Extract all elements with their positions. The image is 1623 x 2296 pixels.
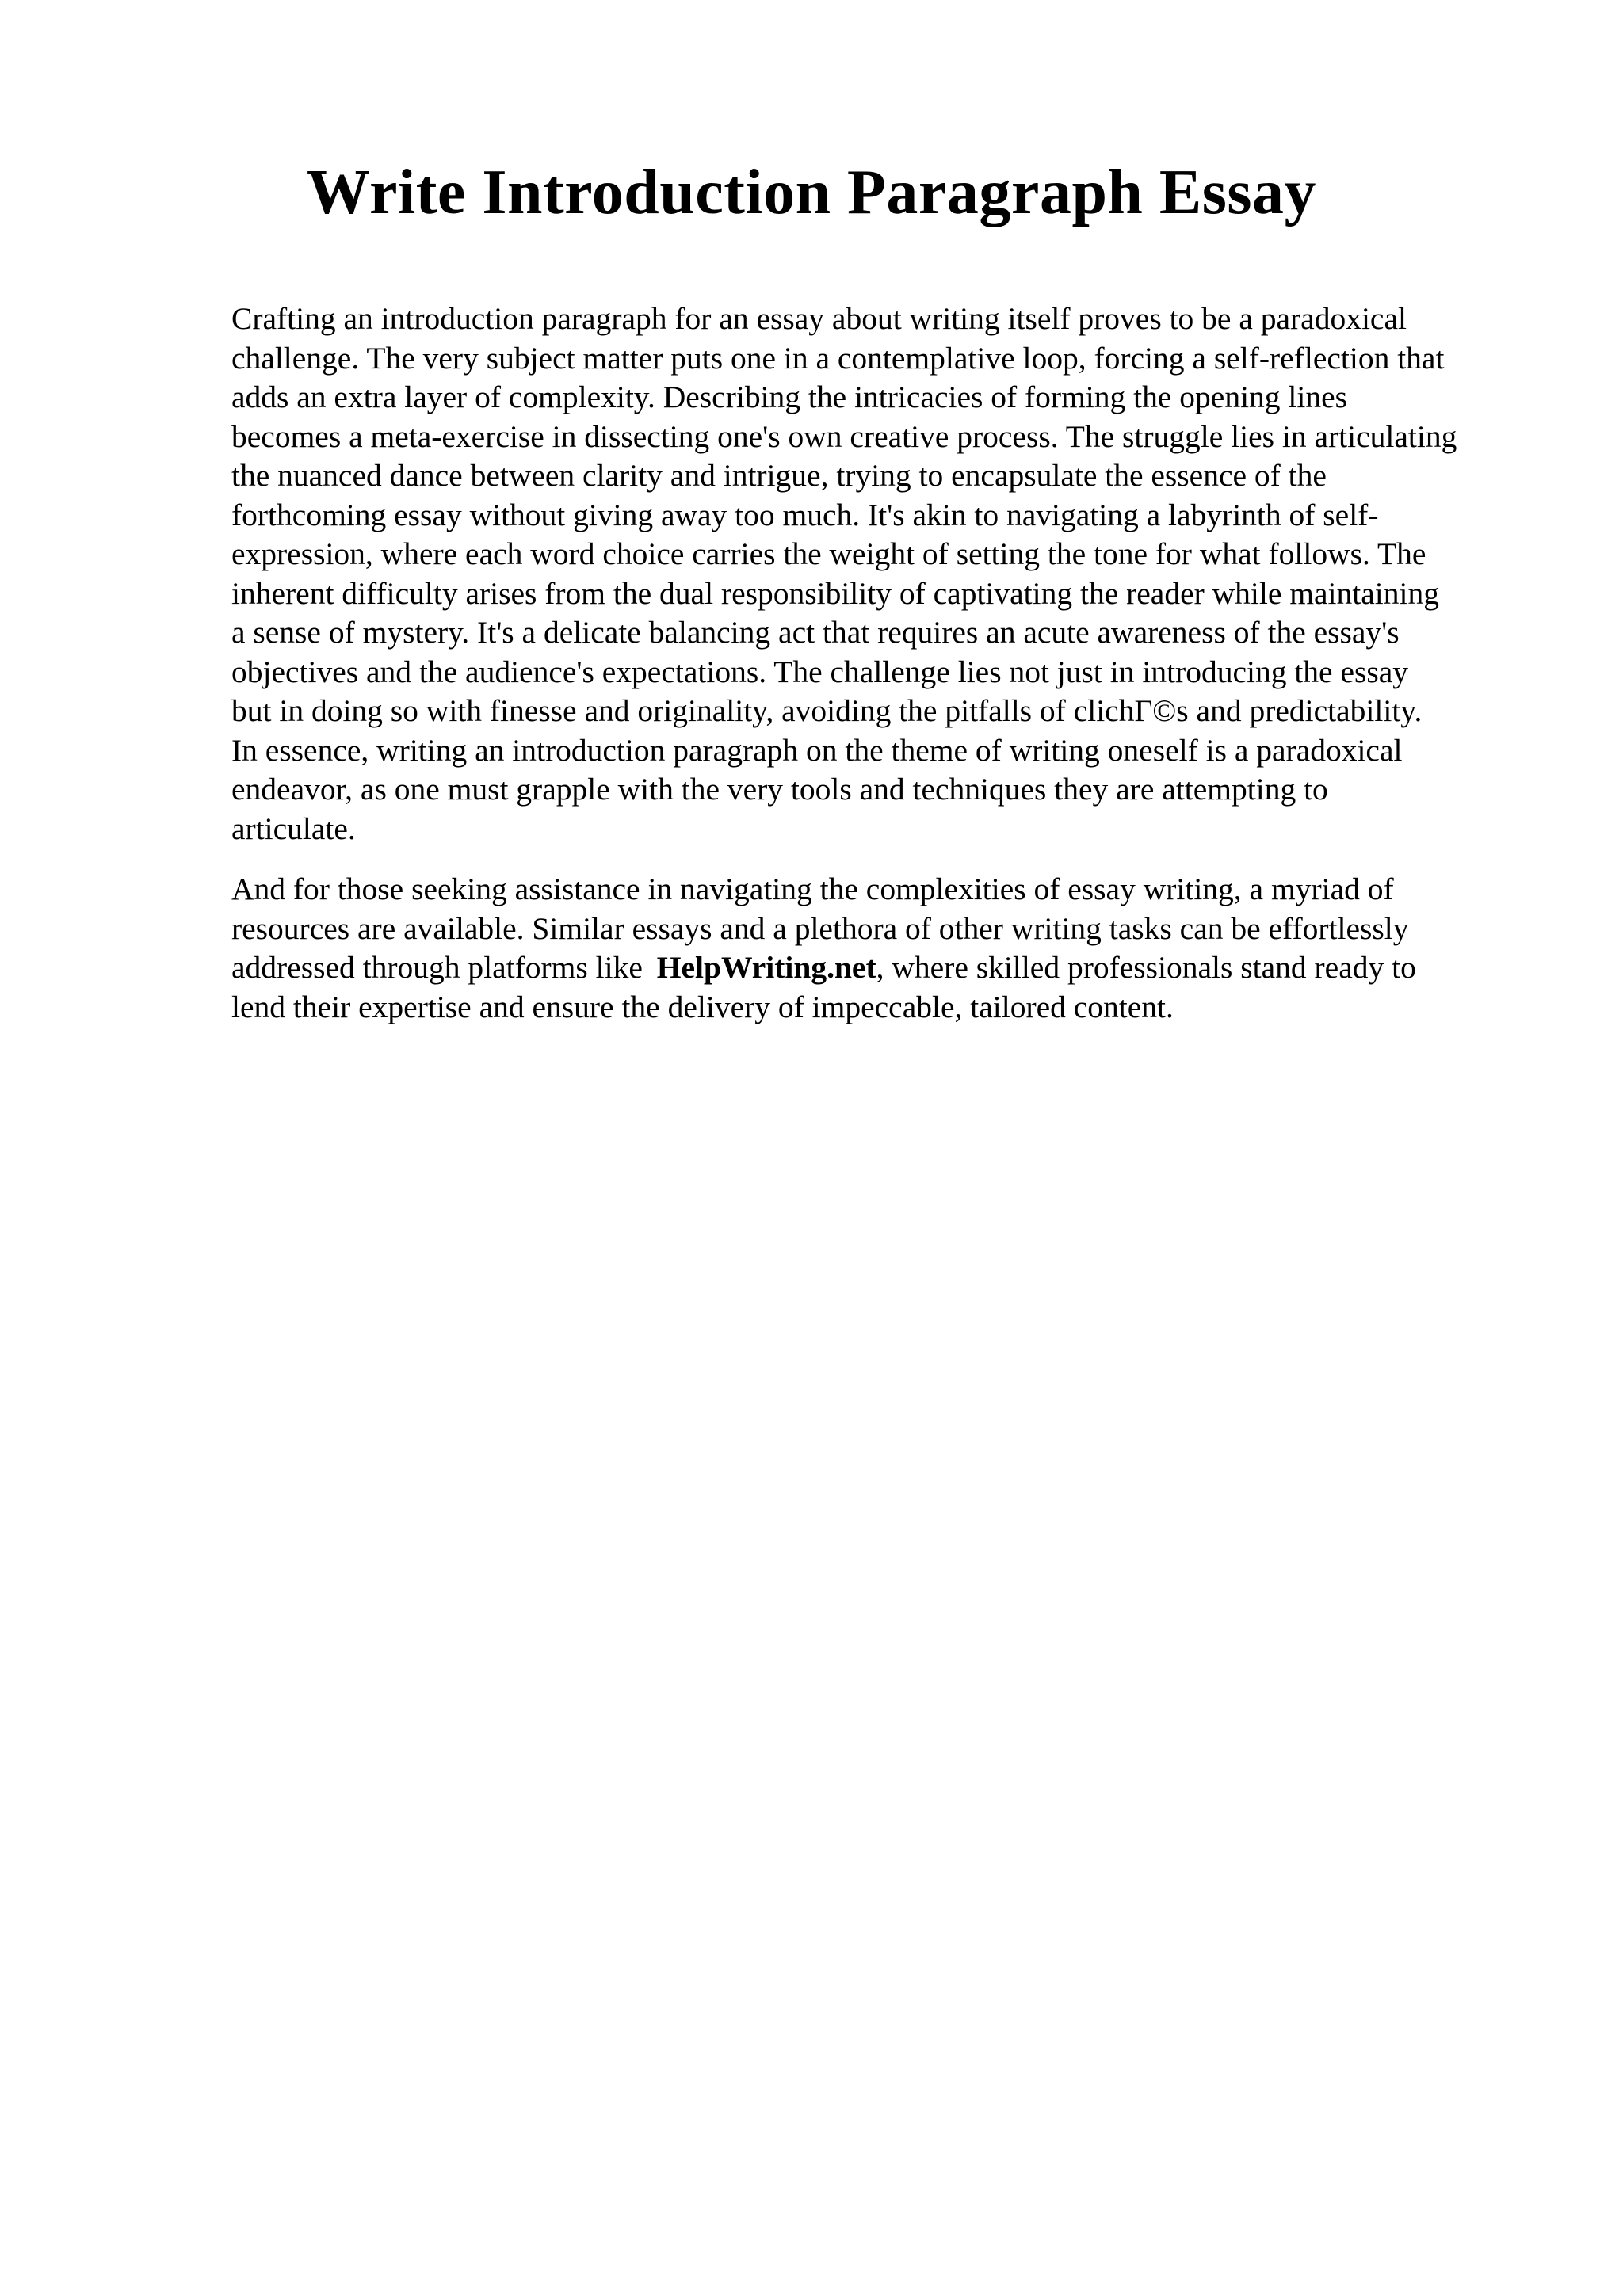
text-line: becomes a meta-exercise in dissecting one's own creative process. The struggle lies in articulating — [231, 418, 1457, 454]
text-line: a sense of mystery. It's a delicate balancing act that requires an acute awareness of the essay's — [231, 615, 1400, 650]
text-line: Crafting an introduction paragraph for an essay about writing itself proves to be a paradoxical — [231, 301, 1407, 336]
text-line: forthcoming essay without giving away too much. It's akin to navigating a labyrinth of self- — [231, 497, 1379, 532]
text-line-with-link — [231, 948, 1523, 988]
page-title: Write Introduction Paragraph Essay — [306, 158, 1317, 227]
text-line: challenge. The very subject matter puts one in a contemplative loop, forcing a self-reflection that — [231, 340, 1445, 376]
text-line: the nuanced dance between clarity and intrigue, trying to encapsulate the essence of the — [231, 458, 1327, 493]
text-line: articulate. — [231, 810, 356, 846]
text-line: adds an extra layer of complexity. Describing the intricacies of forming the opening lines — [231, 379, 1348, 414]
text-line: lend their expertise and ensure the delivery of impeccable, tailored content. — [231, 989, 1174, 1024]
paragraph-assistance — [231, 870, 1523, 1027]
text-line: expression, where each word choice carries the weight of setting the tone for what follows. The — [231, 536, 1426, 571]
text-line: And for those seeking assistance in navigating the complexities of essay writing, a myriad of — [231, 871, 1394, 906]
link-lead-text: addressed through platforms like — [231, 950, 651, 985]
document-body — [231, 299, 1523, 1048]
text-line: In essence, writing an introduction paragraph on the theme of writing oneself is a paradoxical — [231, 732, 1403, 768]
text-line: but in doing so with finesse and originality, avoiding the pitfalls of clichГ©s and predictability. — [231, 693, 1423, 728]
text-line: endeavor, as one must grapple with the very tools and techniques they are attempting to — [231, 772, 1328, 807]
text-line: objectives and the audience's expectations. The challenge lies not just in introducing the essay — [231, 654, 1409, 689]
paragraph-intro — [231, 299, 1523, 849]
link-trail-text: , where skilled professionals stand ready to — [876, 950, 1416, 985]
text-line: inherent difficulty arises from the dual responsibility of captivating the reader while maintaining — [231, 575, 1439, 611]
text-line: resources are available. Similar essays and a plethora of other writing tasks can be effortlessly — [231, 910, 1409, 946]
helpwriting-link[interactable]: HelpWriting.net — [656, 950, 876, 985]
